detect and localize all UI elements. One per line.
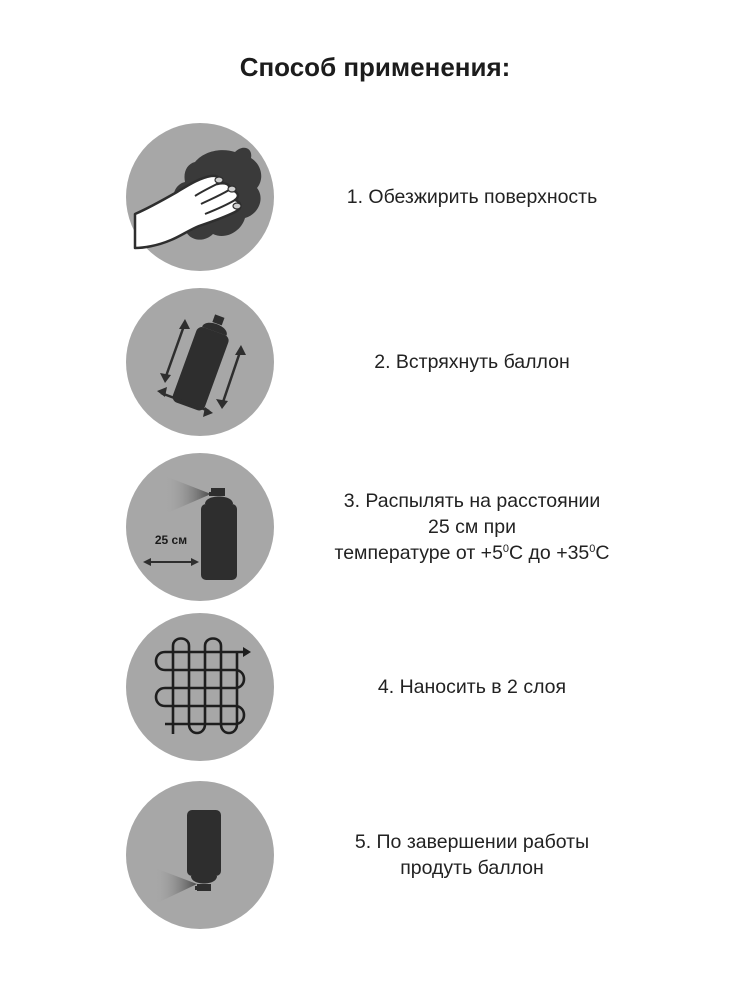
distance-label: 25 см — [154, 533, 188, 547]
step-2-text — [292, 349, 652, 375]
step-2 — [0, 287, 750, 437]
step-3-text — [292, 488, 652, 566]
purge-can-icon — [125, 780, 275, 930]
step-1 — [0, 122, 750, 272]
step-3 — [0, 452, 750, 602]
step-5-text — [292, 829, 652, 881]
step-5-line-2: продуть баллон — [400, 857, 544, 879]
step-3-line-1: 3. Распылять на расстоянии — [343, 490, 601, 512]
step-2-line-1: 2. Встряхнуть баллон — [374, 351, 570, 373]
spray-distance-icon — [125, 452, 275, 602]
step-1-line-1: 1. Обезжирить поверхность — [346, 186, 598, 208]
step-5-line-1: 5. По завершении работы — [354, 831, 590, 853]
hand-wiping-icon — [125, 122, 275, 272]
two-coats-pattern-icon — [125, 612, 275, 762]
step-4-line-1: 4. Наносить в 2 слоя — [377, 676, 567, 698]
step-3-line-3: температуре от $+5^0С$ до $+35^0С$ — [334, 542, 610, 564]
degree-sign-1: 0 — [502, 543, 510, 555]
step-4-text — [292, 674, 652, 700]
degree-sign-2: 0 — [589, 543, 596, 555]
step-1-text — [292, 184, 652, 210]
step-5 — [0, 780, 750, 930]
shake-can-icon — [125, 287, 275, 437]
step-3-line-2: 25 см при — [428, 516, 516, 538]
step-4 — [0, 612, 750, 762]
page-title: Способ применения: — [239, 52, 511, 82]
